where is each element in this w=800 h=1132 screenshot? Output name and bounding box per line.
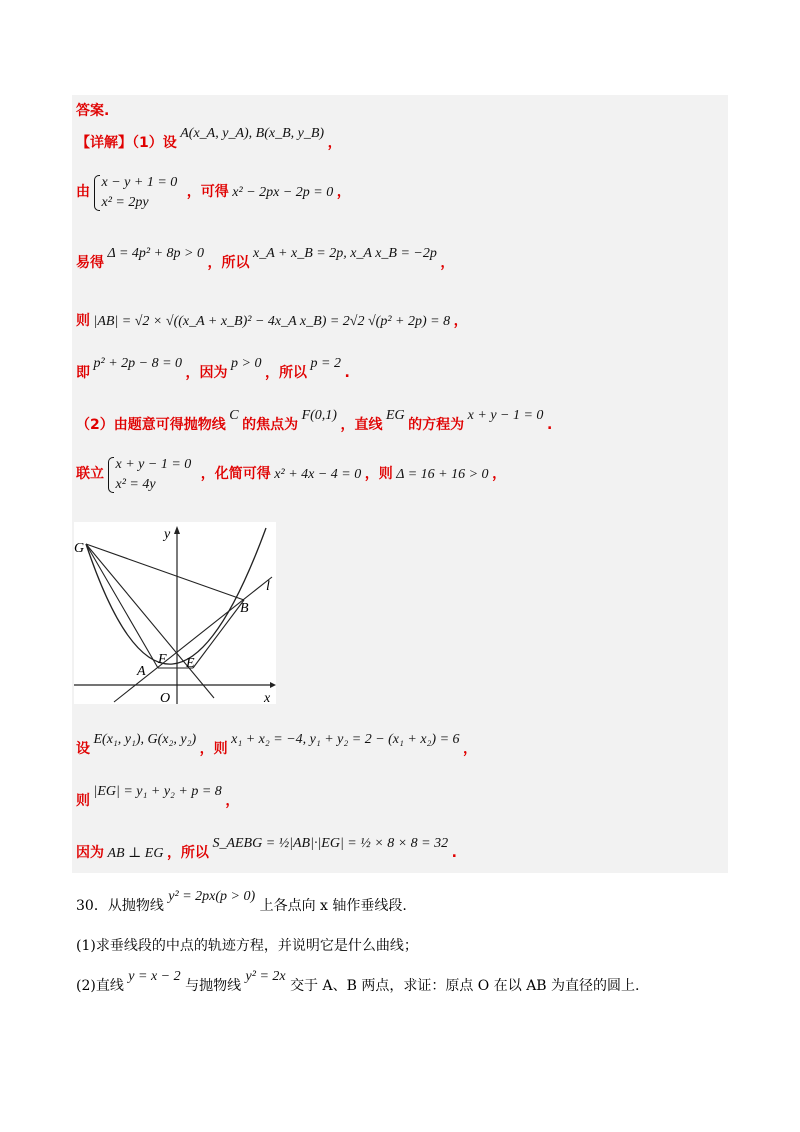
label-a: A xyxy=(137,664,146,679)
label-origin: O xyxy=(160,691,171,704)
detail-line-8: 设 E(x₁, y₁), G(x₂, y₂) ，则 x₁ + x₂ = −4, y₁ + y₂ = 2 − (x₁ + x₂) = 6 ， xyxy=(76,732,478,757)
points-ab-math: A(x_A, y_A), B(x_B, y_B) xyxy=(180,126,325,141)
question-part-1: (1)求垂线段的中点的轨迹方程，并说明它是什么曲线； xyxy=(76,938,418,954)
line-l xyxy=(114,577,272,702)
detail-line-6: （2）由题意可得抛物线 C 的焦点为 F(0,1) ，直线 EG 的方程为 x + y − 1 = 0 . xyxy=(76,408,553,433)
answer-heading: 答案. xyxy=(76,103,110,119)
label-x: x xyxy=(264,691,271,704)
detail-line-10: 因为 AB ⊥ EG ，所以 S_AEBG = ½|AB|·|EG| = ½ × 8 × 8 = 32 . xyxy=(76,836,457,861)
detail-line-7: 联立 x + y − 1 = 0 x² = 4y ，化简可得 x² + 4x − 4 = 0 ，则 Δ = 16 + 16 > 0 ， xyxy=(76,455,506,495)
segment-ga xyxy=(86,544,158,668)
detail-line-2: 由 x − y + 1 = 0 x² = 2py ，可得 x² − 2px − 2p = 0 ， xyxy=(76,173,351,213)
label-l: l xyxy=(266,579,270,594)
question-part-2: (2)直线 y = x − 2 与抛物线 y² = 2x 交于 A、B 两点，求证：原点 O 在以 AB 为直径的圆上. xyxy=(76,969,640,994)
system-of-equations-1: x − y + 1 = 0 x² = 2py xyxy=(94,173,178,213)
parabola-curve xyxy=(86,528,266,664)
detail-line-1: 【详解】（1）设 A(x_A, y_A), B(x_B, y_B) ， xyxy=(76,126,342,151)
label-g: G xyxy=(74,541,85,556)
detail-line-5: 即 p² + 2p − 8 = 0 ，因为 p > 0 ，所以 p = 2 . xyxy=(76,356,350,381)
x-axis-arrow xyxy=(270,682,276,688)
detail-line-9: 则 |EG| = y₁ + y₂ + p = 8 ， xyxy=(76,784,240,809)
label-b: B xyxy=(240,601,249,616)
parabola-diagram xyxy=(74,522,276,704)
question-stem: 30．从抛物线 y² = 2px(p > 0) 上各点向 x 轴作垂线段. xyxy=(76,889,407,914)
question-number: 30 xyxy=(76,898,94,914)
system-of-equations-2: x + y − 1 = 0 x² = 4y xyxy=(108,455,192,495)
label-e: E xyxy=(186,656,195,671)
label-f: F xyxy=(158,652,167,667)
label-y: y xyxy=(164,527,171,542)
detail-line-4: 则 |AB| = √2 × √((x_A + x_B)² − 4x_A x_B) = 2√2 √(p² + 2p) = 8 ， xyxy=(76,313,468,329)
detail-label: 【详解】（1）设 xyxy=(76,135,177,151)
detail-line-3: 易得 Δ = 4p² + 8p > 0 ，所以 x_A + x_B = 2p, x_A x_B = −2p ， xyxy=(76,246,455,271)
y-axis-arrow xyxy=(174,526,180,534)
parabola-figure xyxy=(74,522,276,704)
